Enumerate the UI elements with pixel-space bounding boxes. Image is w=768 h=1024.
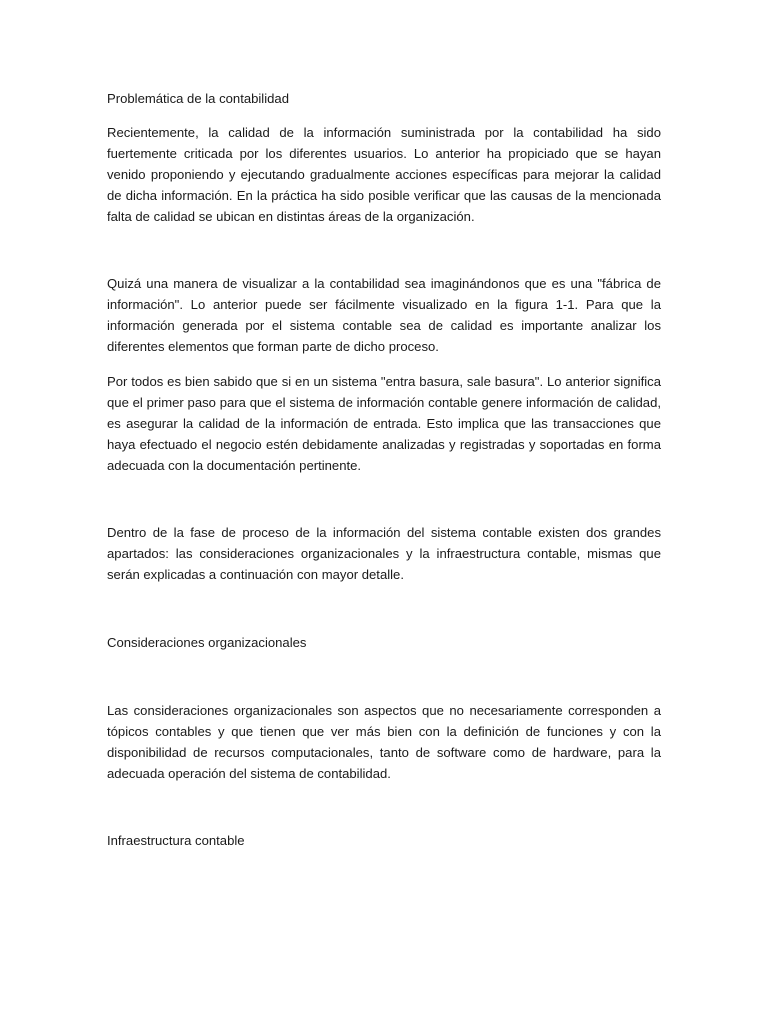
paragraph-consideraciones-organizacionales: Las consideraciones organizacionales son aspectos que no necesariamente corresponden a tópicos contables y que tienen que ver más bien con la definición de funciones y con la disponibilidad de recursos computacionales, tanto de software como de hardware, para la adecuada operación del sistema de contabilidad.	[107, 703, 661, 781]
paragraph-calidad-informacion: Recientemente, la calidad de la información suministrada por la contabilidad ha sido fuertemente criticada por los diferentes usuarios. Lo anterior ha propiciado que se hayan venido proponiendo y ejecutando gradualmente acciones específicas para mejorar la calidad de dicha información. En la práctica ha sido posible verificar que las causas de la mencionada falta de calidad se ubican en distintas áreas de la organización.	[107, 125, 661, 224]
paragraph-entra-basura: Por todos es bien sabido que si en un sistema "entra basura, sale basura". Lo anterior significa que el primer paso para que el sistema de información contable genere información de calidad, es asegurar la calidad de la información de entrada. Esto implica que las transacciones que haya efectuado el negocio estén debidamente analizadas y registradas y soportadas en forma adecuada con la documentación pertinente.	[107, 374, 661, 473]
section-heading-problematica: Problemática de la contabilidad	[107, 91, 289, 106]
paragraph-fase-proceso: Dentro de la fase de proceso de la información del sistema contable existen dos grandes apartados: las consideraciones organizacionales y la infraestructura contable, mismas que serán explicadas a continuación con mayor detalle.	[107, 525, 661, 582]
section-heading-consideraciones: Consideraciones organizacionales	[107, 635, 307, 650]
section-heading-infraestructura: Infraestructura contable	[107, 833, 245, 848]
paragraph-fabrica-informacion: Quizá una manera de visualizar a la contabilidad sea imaginándonos que es una "fábrica de información". Lo anterior puede ser fácilmente visualizado en la figura 1-1. Para que la información generada por el sistema contable sea de calidad es importante analizar los diferentes elementos que forman parte de dicho proceso.	[107, 276, 661, 354]
